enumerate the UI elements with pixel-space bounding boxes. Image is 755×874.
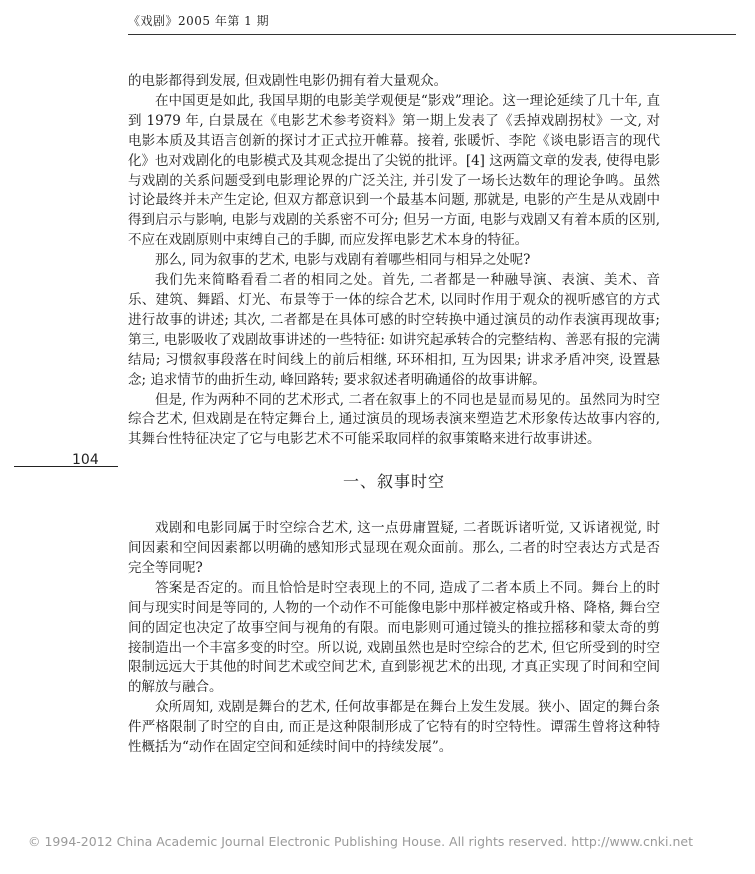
- header-rule: [128, 34, 736, 35]
- running-header: 《戏剧》2005 年第 1 期: [128, 14, 270, 28]
- paragraph: 我们先来简略看看二者的相同之处。首先, 二者都是一种融导演、表演、美术、音乐、建筑、舞蹈、灯光、布景等于一体的综合艺术, 以同时作用于观众的视听感官的方式进行故事的讲述; 其次, 二者都是在具体可感的时空转换中通过演员的动作表演再现故事; 第三, 电影吸收了戏剧故事讲述的一些特征: 如讲究起承转合的完整结构、善恶有报的完满结局; 习惯叙事段落在时间线上的前后相继, 环环相扣, 互为因果; 讲求矛盾冲突, 设置悬念; 追求情节的曲折生动, 峰回路转; 要求叙述者明确通俗的故事讲解。: [128, 272, 660, 388]
- paragraph: 在中国更是如此, 我国早期的电影美学观便是“影戏”理论。这一理论延续了几十年, 直到 1979 年, 白景晟在《电影艺术参考资料》第一期上发表了《丢掉戏剧拐杖》一文, 对电影本质及其语言创新的探讨才正式拉开帷幕。接着, 张暖忻、李陀《谈电影语言的现代化》也对戏剧化的电影模式及其观念提出了尖锐的批评。[4] 这两篇文章的发表, 使得电影与戏剧的关系问题受到电影理论界的广泛关注, 并引发了一场长达数年的理论争鸣。虽然讨论最终并未产生定论, 但双方都意识到一个最基本问题, 那就是, 电影的产生是从戏剧中得到启示与影响, 电影与戏剧的关系密不可分; 但另一方面, 电影与戏剧又有着本质的区别, 不应在戏剧原则中束缚自己的手脚, 而应发挥电影艺术本身的特征。: [128, 92, 660, 249]
- article-body: [128, 72, 660, 758]
- copyright-watermark: © 1994-2012 China Academic Journal Electronic Publishing House. All rights reserved. http://www.cnki.net: [28, 834, 693, 849]
- paragraph: 那么, 同为叙事的艺术, 电影与戏剧有着哪些相同与相异之处呢?: [155, 252, 531, 269]
- paragraph: 戏剧和电影同属于时空综合艺术, 这一点毋庸置疑, 二者既诉诸听觉, 又诉诸视觉, 时间因素和空间因素都以明确的感知形式显现在观众面前。那么, 二者的时空表达方式是否完全等同呢?: [128, 520, 660, 576]
- paragraph: 答案是否定的。而且恰恰是时空表现上的不同, 造成了二者本质上不同。舞台上的时间与现实时间是等同的, 人物的一个动作不可能像电影中那样被定格或升格、降格, 舞台空间的固定也决定了故事空间与视角的有限。而电影则可通过镜头的推拉摇移和蒙太奇的剪接制造出一个丰富多变的时空。所以说, 戏剧虽然也是时空综合的艺术, 但它所受到的时空限制远远大于其他的时间艺术或空间艺术, 直到影视艺术的出现, 才真正实现了时间和空间的解放与融合。: [128, 579, 660, 696]
- section-heading: 一、叙事时空: [342, 472, 445, 492]
- page-number: 104: [72, 452, 99, 468]
- paragraph: 但是, 作为两种不同的艺术形式, 二者在叙事上的不同也是显而易见的。虽然同为时空综合艺术, 但戏剧是在特定舞台上, 通过演员的现场表演来塑造艺术形象传达故事内容的, 其舞台性特征决定了它与电影艺术不可能采取同样的叙事策略来进行故事讲述。: [128, 391, 660, 448]
- page-number-rule: [14, 466, 118, 467]
- paragraph: 众所周知, 戏剧是舞台的艺术, 任何故事都是在舞台上发生发展。狭小、固定的舞台条件严格限制了时空的自由, 而正是这种限制形成了它特有的时空特性。谭霈生曾将这种特性概括为“动作在固定空间和延续时间中的持续发展”。: [128, 699, 660, 756]
- paragraph: 的电影都得到发展, 但戏剧性电影仍拥有着大量观众。: [128, 73, 448, 89]
